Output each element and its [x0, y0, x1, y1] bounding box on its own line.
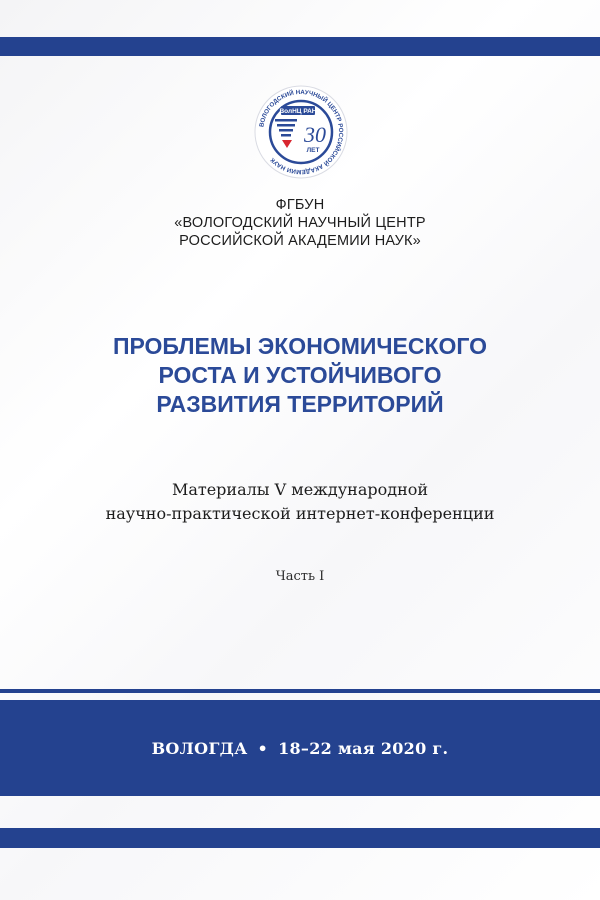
- thin-divider-band: [0, 689, 600, 693]
- title-line: РОСТА И УСТОЙЧИВОГО: [158, 362, 442, 388]
- subtitle-line: научно-практической интернет-конференции: [105, 504, 495, 523]
- logo-emblem-icon: [253, 84, 349, 180]
- organization-line: ФГБУН: [275, 197, 325, 213]
- logo-badge-text: ВолНЦ РАН: [279, 108, 317, 115]
- logo-years-unit: ЛЕТ: [306, 147, 320, 154]
- organization-line: РОССИЙСКОЙ АКАДЕМИИ НАУК»: [179, 233, 421, 249]
- volnc-30-years-logo: [253, 84, 349, 180]
- organization-line: «ВОЛОГОДСКИЙ НАУЧНЫЙ ЦЕНТР: [174, 215, 426, 231]
- publication-place-date: [152, 739, 449, 758]
- logo-years-number: 30: [304, 122, 326, 147]
- book-subtitle: [0, 478, 600, 526]
- footer-separator: •: [257, 738, 269, 758]
- top-band: [0, 37, 600, 56]
- title-line: РАЗВИТИЯ ТЕРРИТОРИЙ: [156, 391, 444, 417]
- bottom-band: [0, 828, 600, 848]
- subtitle-line: Материалы V международной: [171, 480, 429, 499]
- footer-city: ВОЛОГДА: [151, 738, 248, 758]
- footer-band: [0, 700, 600, 796]
- footer-dates: 18–22 мая 2020 г.: [278, 738, 449, 758]
- title-line: ПРОБЛЕМЫ ЭКОНОМИЧЕСКОГО: [112, 333, 488, 359]
- part-label: Часть I: [275, 569, 325, 584]
- book-title: [0, 332, 600, 419]
- logo-ring-text: ВОЛОГОДСКИЙ НАУЧНЫЙ ЦЕНТР РОССИЙСКОЙ АКАДЕМИИ НАУК: [258, 88, 345, 176]
- organization-name: [0, 196, 600, 250]
